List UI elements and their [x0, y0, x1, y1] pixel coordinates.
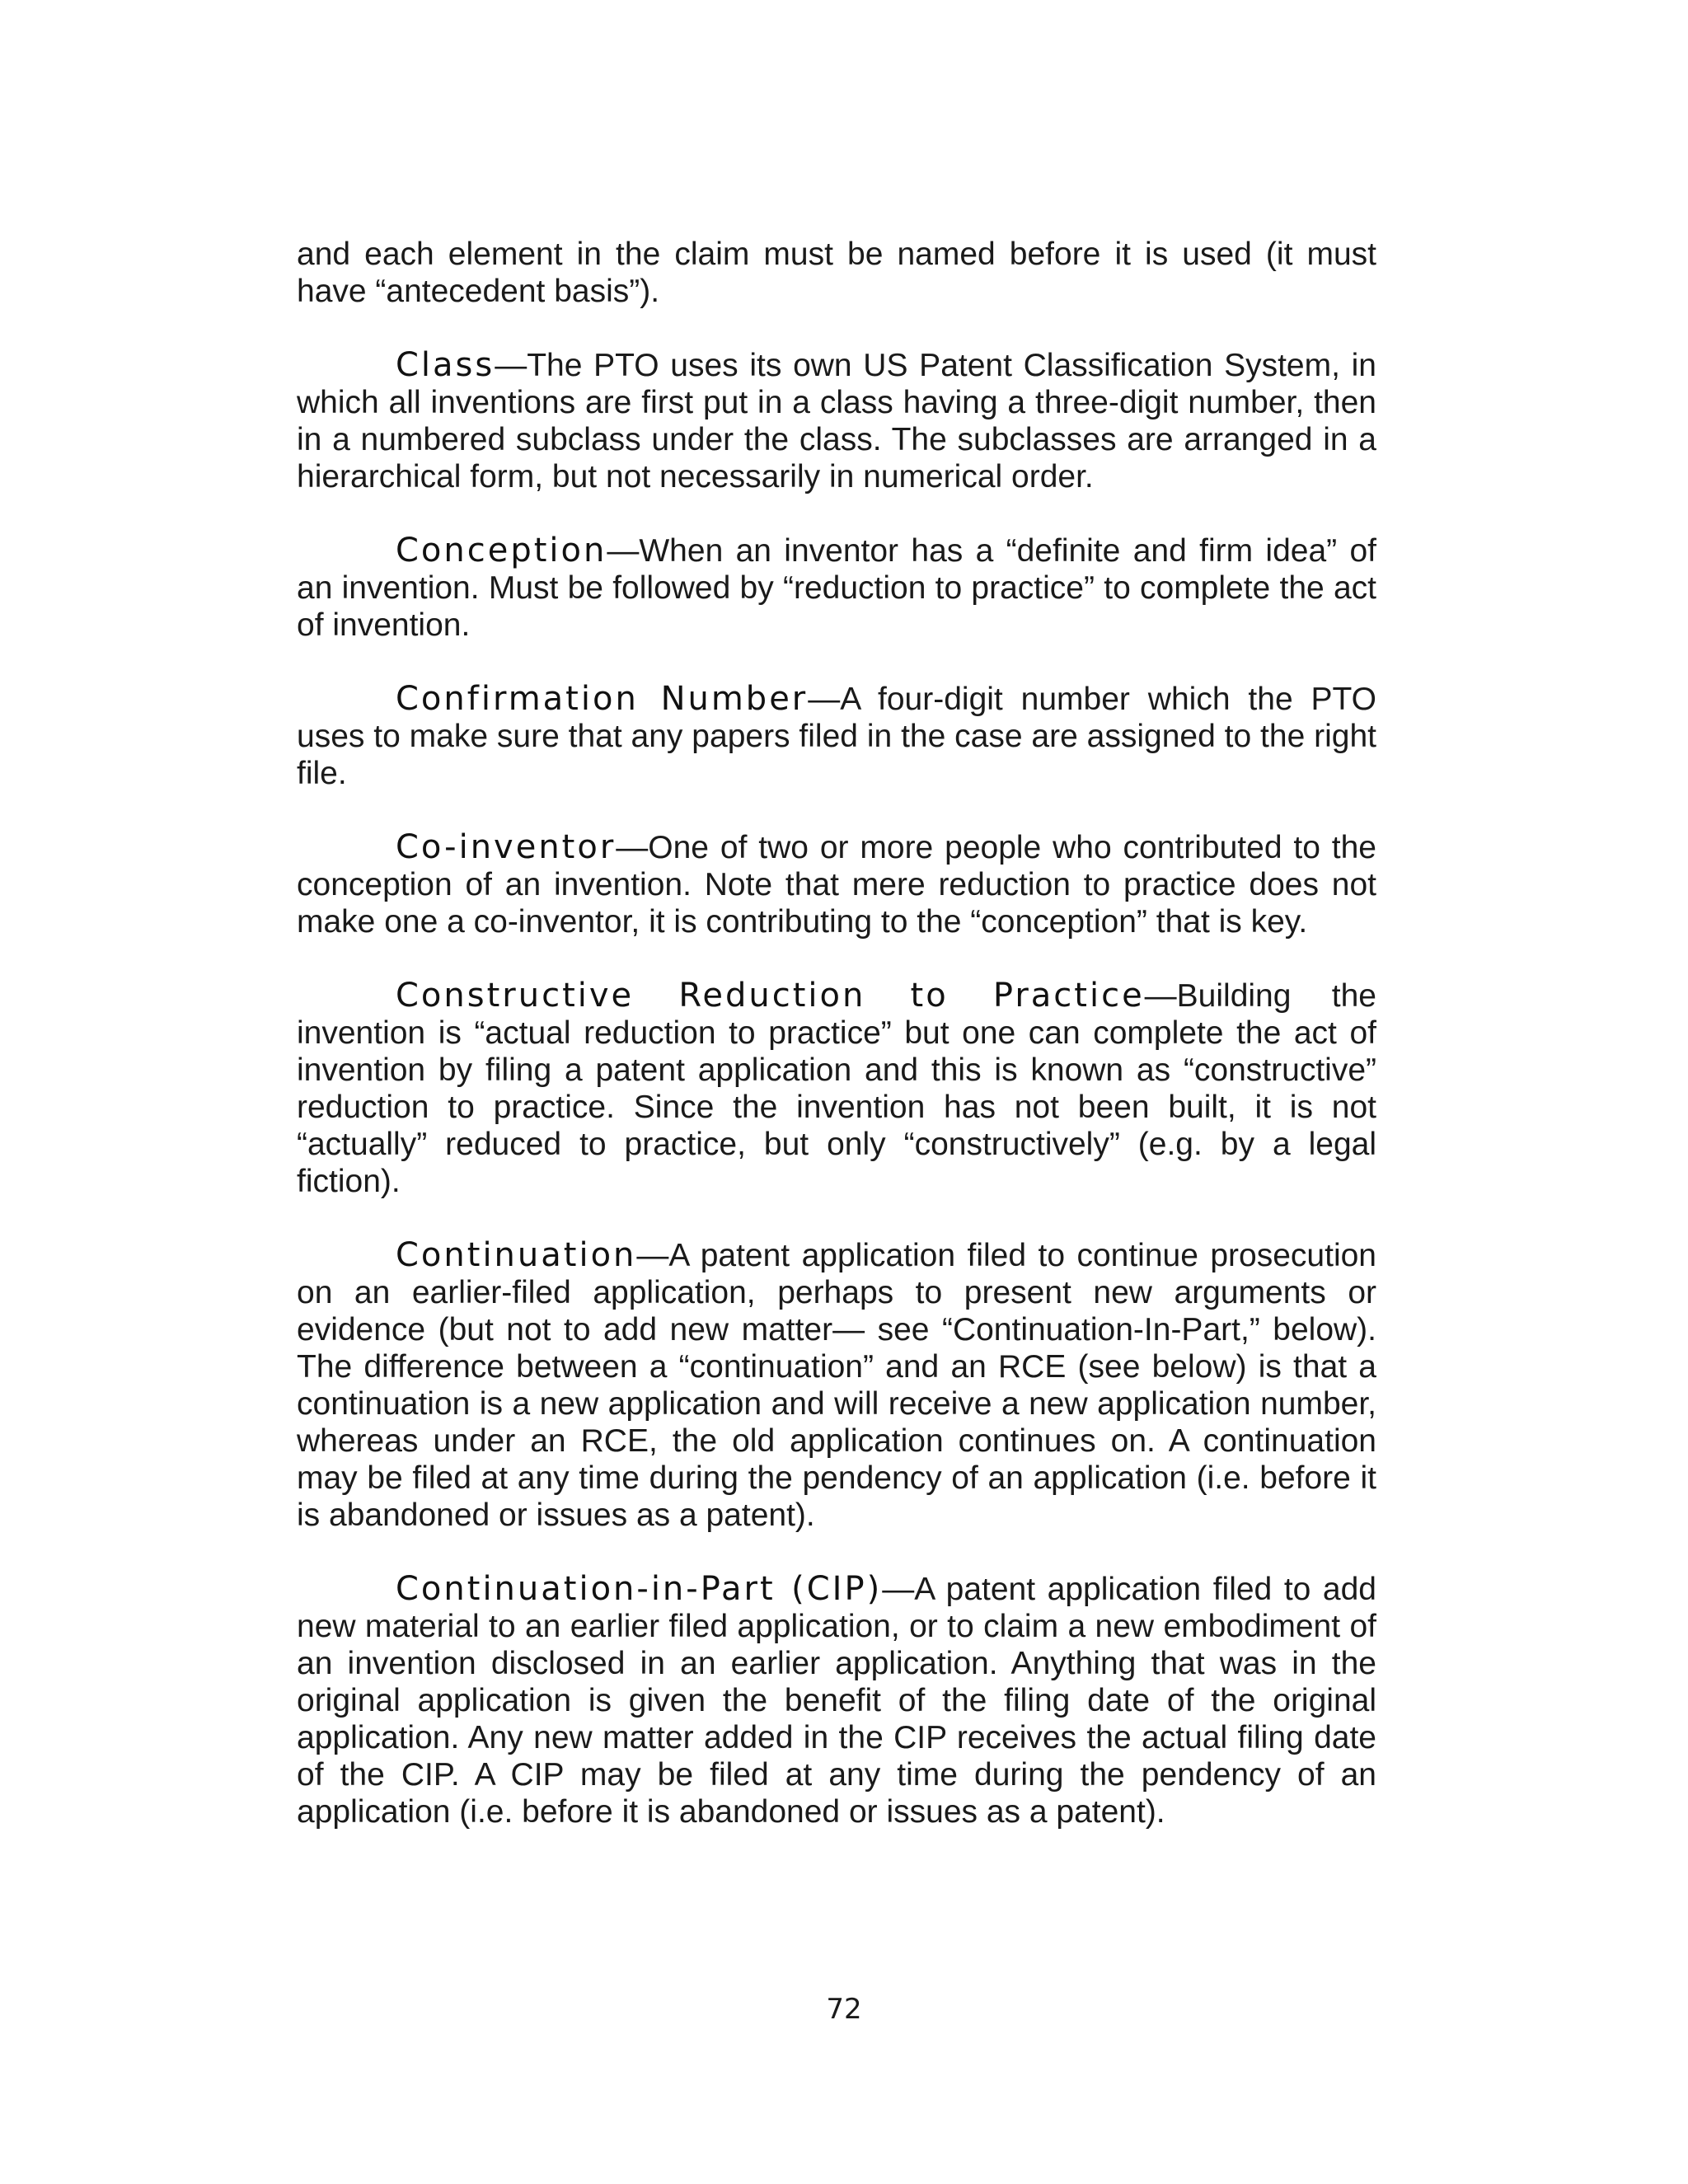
glossary-term: Continuation	[396, 1236, 637, 1274]
glossary-entry-conception	[297, 532, 1376, 644]
glossary-term: Constructive Reduction to Practice	[396, 977, 1145, 1015]
glossary-term: Continuation-in-Part (CIP)	[396, 1570, 883, 1608]
glossary-entry-co-inventor	[297, 829, 1376, 940]
glossary-entry-continuation	[297, 1237, 1376, 1534]
glossary-definition: —When an inventor has a “definite and firm idea” of an invention. Must be followed by “reduction to practice” to complete the act of invention.	[297, 533, 1376, 643]
glossary-definition: —A patent application filed to continue prosecution on an earlier-filed application, perhaps to present new arguments or evidence (but not to add new matter— see “Continuation-In-Part,” below). The difference between a “continuation” and an RCE (see below) is that a continuation is a new application and will receive a new application number, whereas under an RCE, the old application continues on. A continuation may be filed at any time during the pendency of an application (i.e. before it is abandoned or issues as a patent).	[297, 1238, 1376, 1533]
glossary-term: Co-inventor	[396, 828, 617, 866]
glossary-definition: —A patent application filed to add new material to an earlier filed application, or to claim a new embodiment of an invention disclosed in an earlier application. Anything that was in the original application is given the benefit of the filing date of the original application. Any new matter added in the CIP receives the actual filing date of the CIP. A CIP may be filed at any time during the pendency of an application (i.e. before it is abandoned or issues as a patent).	[297, 1572, 1376, 1830]
glossary-definition: —The PTO uses its own US Patent Classification System, in which all inventions are first put in a class having a three-digit number, then in a numbered subclass under the class. The subclasses are arranged in a hierarchical form, but not necessarily in numerical order.	[297, 348, 1376, 494]
page-number: 72	[826, 1993, 862, 2026]
glossary-term: Class	[396, 346, 495, 384]
glossary-entry-class	[297, 347, 1376, 495]
glossary-definition: —A four-digit number which the PTO uses to make sure that any papers filed in the case are assigned to the right file.	[297, 682, 1377, 791]
glossary-definition: —Building the invention is “actual reduction to practice” but one can complete the act of invention by filing a patent application and this is known as “constructive” reduction to practice. Since the invention has not been built, it is not “actually” reduced to practice, but only “constructively” (e.g. by a legal fiction).	[297, 978, 1376, 1199]
glossary-entry-constructive-reduction	[297, 977, 1376, 1200]
glossary-entry-continuation-in-part	[297, 1571, 1376, 1830]
glossary-entry-confirmation-number	[297, 681, 1376, 792]
glossary-term: Confirmation Number	[396, 680, 809, 718]
glossary-term: Conception	[396, 532, 607, 569]
glossary-definition: —One of two or more people who contributed to the conception of an invention. Note that mere reduction to practice does not make one a co-inventor, it is contributing to the “conception” that is key.	[297, 830, 1376, 940]
glossary-body	[297, 236, 1376, 1868]
intro-paragraph: and each element in the claim must be named before it is used (it must have “antecedent basis”).	[297, 237, 1376, 309]
